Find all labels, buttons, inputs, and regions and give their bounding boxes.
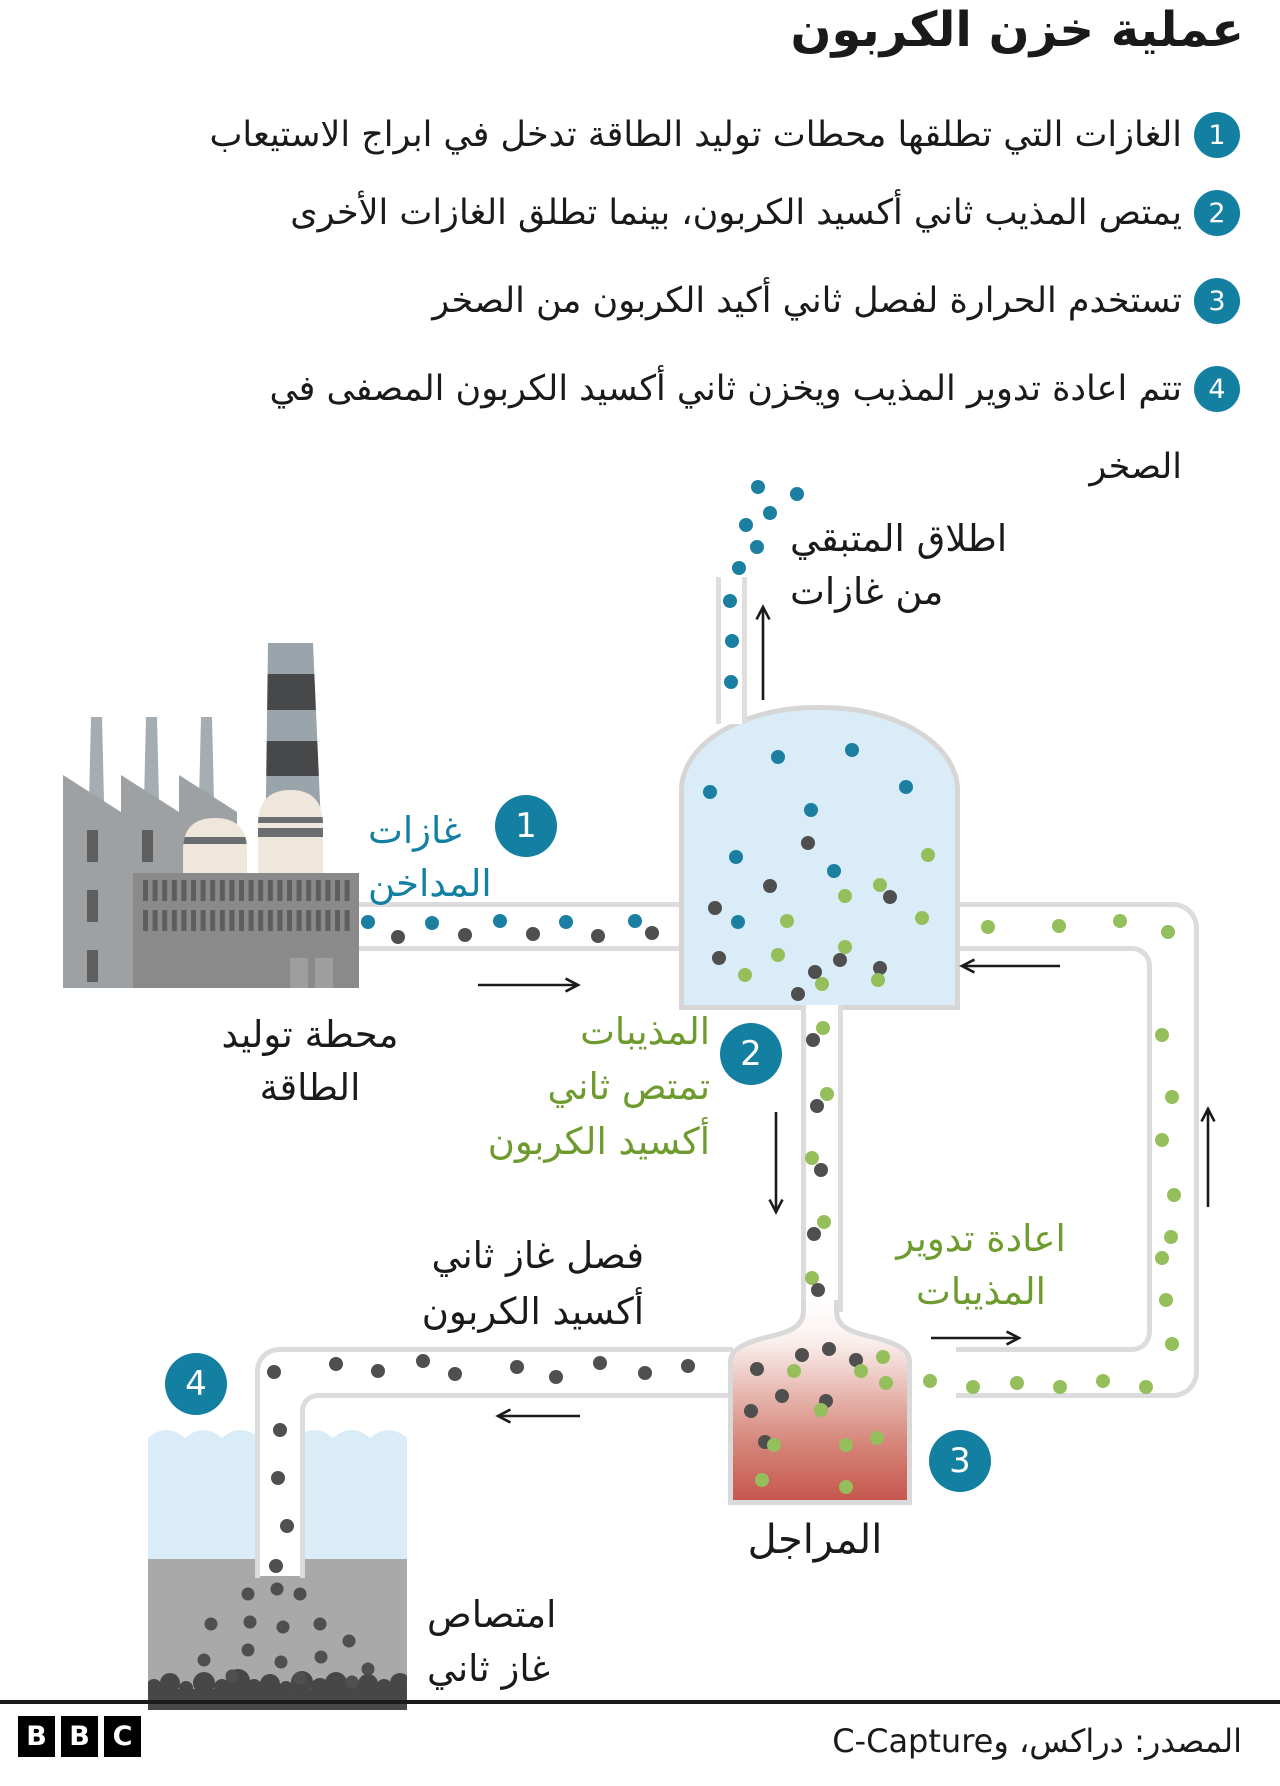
boiler-vessel xyxy=(720,1300,920,1512)
page-title: عملية خزن الكربون xyxy=(790,2,1244,58)
step-4-text-line2: الصخر xyxy=(1089,447,1182,487)
gas-dot xyxy=(790,487,804,501)
diagram-badge-3: 3 xyxy=(929,1430,991,1492)
gas-dot xyxy=(732,561,746,575)
step-4-badge: 4 xyxy=(1194,366,1240,412)
step-2-badge: 2 xyxy=(1194,190,1240,236)
gas-dot xyxy=(763,506,777,520)
absorber-tower xyxy=(679,705,960,1010)
diagram-badge-4: 4 xyxy=(165,1353,227,1415)
step-1-text: الغازات التي تطلقها محطات توليد الطاقة تدخل في ابراج الاستيعاب xyxy=(209,115,1182,155)
diagram-badge-2: 2 xyxy=(720,1023,782,1085)
label-separate-co2: فصل غاز ثاني أكسيد الكربون xyxy=(421,1234,644,1333)
step-1-badge: 1 xyxy=(1194,112,1240,158)
exhaust-stack xyxy=(716,577,747,724)
bbc-logo-letter: B xyxy=(61,1716,98,1757)
step-4-text-line1: تتم اعادة تدوير المذيب ويخزن ثاني أكسيد الكربون المصفى في xyxy=(269,369,1182,409)
label-boilers: المراجل xyxy=(747,1517,883,1563)
co2-storage-pipe-inner xyxy=(300,1393,733,1578)
label-recycle-solvents: اعادة تدوير المذيبات xyxy=(896,1217,1066,1313)
gas-dot xyxy=(923,1374,937,1388)
bbc-logo xyxy=(18,1716,141,1757)
diagram-badge-1: 1 xyxy=(495,795,557,857)
label-solvents-absorb: المذيبات تمتص ثاني أكسيد الكربون xyxy=(487,1010,710,1163)
gas-dot xyxy=(739,518,753,532)
power-plant-illustration xyxy=(55,640,365,990)
bbc-logo-letter: C xyxy=(104,1716,141,1757)
label-power-station: محطة توليد الطاقة xyxy=(221,1013,399,1109)
label-release-remaining-gases: اطلاق المتبقي من غازات xyxy=(790,517,1008,613)
label-flue-gases: غازات المداخن xyxy=(368,809,492,905)
gas-dot xyxy=(751,480,765,494)
solvent-down-pipe xyxy=(801,1005,843,1312)
gas-dot xyxy=(750,540,764,554)
bbc-logo-letter: B xyxy=(18,1716,55,1757)
footer-divider xyxy=(0,1700,1280,1704)
step-3-text: تستخدم الحرارة لفصل ثاني أكيد الكربون من الصخر xyxy=(432,281,1182,321)
source-text: المصدر: دراكس، وC-Capture xyxy=(832,1722,1242,1760)
label-absorb-gas: امتصاص غاز ثاني xyxy=(427,1593,557,1690)
step-3-badge: 3 xyxy=(1194,278,1240,324)
step-2-text: يمتص المذيب ثاني أكسيد الكربون، بينما تطلق الغازات الأخرى xyxy=(290,193,1182,233)
